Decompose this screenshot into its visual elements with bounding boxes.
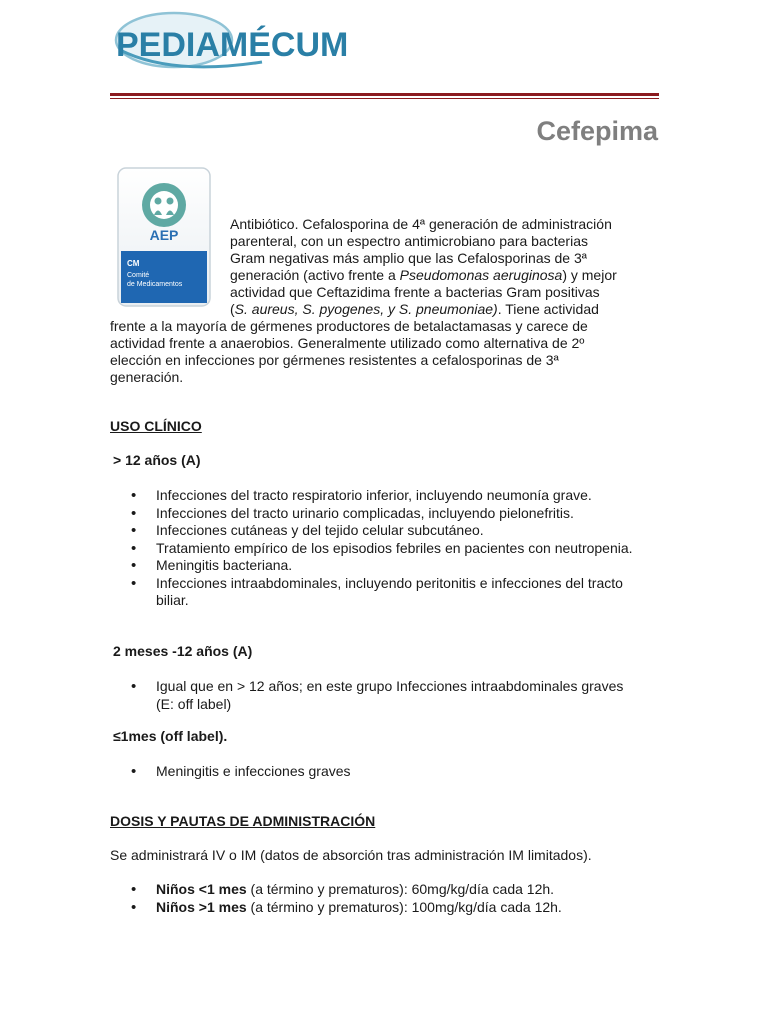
dosis-list <box>110 881 640 916</box>
list-item: • Infecciones del tracto urinario complicadas, incluyendo pielonefritis. <box>110 505 640 523</box>
list-item: • Igual que en > 12 años; en este grupo Infecciones intraabdominales graves (E: off label) <box>110 678 640 713</box>
group1-title: > 12 años (A) <box>113 452 201 468</box>
intro-line-8: actividad frente a anaerobios. Generalmente utilizado como alternativa de 2º <box>110 335 585 351</box>
intro-line-6: (S. aureus, S. pyogenes, y S. pneumoniae). Tiene actividad <box>230 301 599 317</box>
aep-seal <box>117 167 211 307</box>
seal-cm: CM <box>127 259 140 268</box>
intro-line-5: actividad que Ceftazidima frente a bacterias Gram positivas <box>230 284 600 300</box>
group2-list <box>110 678 640 713</box>
list-item: • Tratamiento empírico de los episodios febriles en pacientes con neutropenia. <box>110 540 640 558</box>
header-rule-thin <box>110 98 659 99</box>
list-item: • Niños >1 mes (a término y prematuros): 100mg/kg/día cada 12h. <box>110 899 640 917</box>
header-rule-thick <box>110 93 659 96</box>
seal-line1: Comité <box>127 272 150 279</box>
uso-clinico-heading: USO CLÍNICO <box>110 418 202 434</box>
intro-line-4: generación (activo frente a Pseudomonas aeruginosa) y mejor <box>230 267 617 283</box>
intro-line-2: parenteral, con un espectro antimicrobiano para bacterias <box>230 233 588 249</box>
intro-line-9: elección en infecciones por gérmenes resistentes a cefalosporinas de 3ª <box>110 352 559 368</box>
dosis-intro: Se administrará IV o IM (datos de absorción tras administración IM limitados). <box>110 847 592 863</box>
intro-line-10: generación. <box>110 369 184 385</box>
list-item: • Meningitis bacteriana. <box>110 557 640 575</box>
intro-line-3: Gram negativas más amplio que las Cefalosporinas de 3ª <box>230 250 587 266</box>
pediamecum-logo <box>112 10 352 72</box>
dosis-heading: DOSIS Y PAUTAS DE ADMINISTRACIÓN <box>110 813 376 829</box>
group3-title: ≤1mes (off label). <box>113 728 228 744</box>
page-title: Cefepima <box>536 116 658 146</box>
group2-title: 2 meses -12 años (A) <box>113 643 253 659</box>
list-item: • Meningitis e infecciones graves <box>110 763 640 781</box>
list-item: • Infecciones del tracto respiratorio inferior, incluyendo neumonía grave. <box>110 487 640 505</box>
list-item: • Infecciones intraabdominales, incluyendo peritonitis e infecciones del tracto biliar. <box>110 575 640 610</box>
logo-text: PEDIAMÉCUM <box>116 26 349 64</box>
intro-line-1: Antibiótico. Cefalosporina de 4ª generación de administración <box>230 216 612 232</box>
group1-list <box>110 487 640 610</box>
list-item: • Infecciones cutáneas y del tejido celular subcutáneo. <box>110 522 640 540</box>
seal-abbr: AEP <box>149 227 179 243</box>
intro-line-7: frente a la mayoría de gérmenes productores de betalactamasas y carece de <box>110 318 588 334</box>
seal-line2: de Medicamentos <box>127 281 183 288</box>
group3-list <box>110 763 640 781</box>
list-item: • Niños <1 mes (a término y prematuros): 60mg/kg/día cada 12h. <box>110 881 640 899</box>
